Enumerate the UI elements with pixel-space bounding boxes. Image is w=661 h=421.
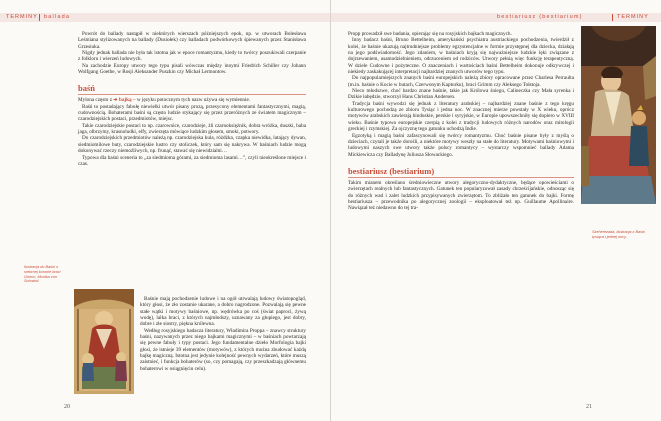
basn-lower-paragraph-2: Według rosyjskiego badacza literatury, Władimira Proppa – znawcy struktury baśni, nazywanych przez niego bajkami magicznymi – w baśniach powtarzają się pewne fabuły i typy postaci. Jego fundamentalne dzieło Morfologia bajki głosi, że istnieje 39 elementów (motywów), z których można zbudować każdą bajkę magiczną. Istotna jest jedynie kolejność pewnych wydarzeń, które muszą zaistnieć, i funkcja bohaterów (so, czy pomagają, czy przeszkadzają głównemu bohaterowi w osiągnięciu celu). xyxy=(140,327,306,372)
right-page-number: 21 xyxy=(586,404,592,410)
left-page xyxy=(0,0,330,421)
left-header-label-section: ballada xyxy=(44,14,71,20)
section-title-basn: baśń xyxy=(78,83,96,94)
section-rule-bestiariusz xyxy=(348,177,574,178)
right-paragraph-2: Inny badacz baśni, Bruno Bettelheim, amerykański psychiatra austriackiego pochodzenia, twierdził z kolei, że baśnie ukazują najtrudniejsze problemy egzystencjalne w formie przystępnej dla dziecka, działają na jego podświadomość. Jego zdaniem, w baśniach kryją się najważniejsze ludzkie lęki związane z dojrzewaniem, usamodzielnieniem, odrzuceniem od rodziców. Utwory pełnią więc funkcję terapeutyczną. W dziele Cudowne i pożyteczne. O znaczeniach i wartościach baśni Bettelheim dokonuje odkrywczej i niekiedy zaskakującej interpretacji najbardziej znanych utworów tego typu. xyxy=(348,37,574,76)
left-header-label-terminy: TERMINY xyxy=(6,14,38,20)
right-page xyxy=(331,0,661,421)
intro-paragraph-2: Nigdy jednak ballada nie była tak istotna jak w epoce romantyzmu, kiedy to twórcy poszukiwali czerpanie z folkloru i wierzeń ludowych. xyxy=(78,50,306,63)
right-paragraph-5: Tradycja baśni wywodzi się jednak z literatury arabskiej – najbardziej znane baśnie z tego kręgu kulturowego pochodzą ze zbioru Tysiąc i jedna noc. W znacznej mierze powstały w X wieku, oprócz motywów arabskich zawierają hinduskie, perskie i syryjskie, w Europie upowszechniły się dopiero w XVIII wieku. Baśnie typowo europejskie czerpią z kolei z tradycji ludowych różnych narodów oraz mitologii greckiej i rzymskiej. Za ojczyznę tego gatunku uchodzą Indie. xyxy=(348,100,574,133)
bajka-cross-reference-link[interactable]: bajką xyxy=(118,97,132,104)
basn-paragraph-1: Baśń to postadający fabułę niewielki utwór pisany prozą, przesycony elementami fantastycznymi, magią, cudownością. Bohaterami baśni są często ludzie stykający się przez przeróżnych ze światem magicznym – czarodziejskich postaci, przedmiotów, miejsc. xyxy=(78,103,306,123)
basn-paragraph-3: Do czarodziejskich przedmiotów należą np. czarodziejska kula, różdżka, czapka niewidka, latający dywan, siedmiomilowe buty, czarodziejskie lustro czy stoliczek, który sam się nakrywa. W baśniach ludzie mogą dokonywać rzeczy niemożliwych, np. frunąć, stawać się niewidzialni… xyxy=(78,135,306,155)
right-paragraph-3: Do najpopularniejszych znanych baśni europejskich należą zbiory opracowane przez Charlesa Perraulta (m.in. baśnie o Kocie w butach, Czerwonym Kapturku), braci Grimm czy Aleksego Tołstoja. xyxy=(348,75,574,88)
right-running-header xyxy=(331,13,661,22)
section-title-bestiariusz: bestiariusz (bestiarium) xyxy=(348,165,435,176)
right-header-label-terminy: TERMINY xyxy=(617,14,649,20)
basn-paragraph-4: Typowa dla baśni sceneria to „za siedmioma górami, za siedmioma lasami…”, czyli nieokreślone miejsce i czas. xyxy=(78,154,306,167)
right-paragraph-6: Egzotyką i magią baśni zafascynowali się twórcy romantyzmu. Choć baśnie pisane były z myślą o dzieciach, czytali je także dorośli, a niektóre motywy weszły na stałe do literatury. Motywami baśniowymi i ludowymi naszych swe utwory także polscy romantycy – wystarczy wspomnieć ballady Adama Mickiewicza czy Balladynę Juliusza Słowackiego. xyxy=(348,132,574,158)
right-illustration-caption: Szeherezada, ilustracja z Baśni tysiąca i jednej nocy. xyxy=(592,230,645,239)
left-illustration-caption: Ilustracja do Baśni o srebrnej koronie braci Grimm, Monika von Schwind. xyxy=(24,265,61,284)
right-paragraph-4: Nieco młodszwe, choć bardzo znane baśnie, takie jak Królowa śniegu, Calineczka czy Mała syrenka i Dzikie łabędzie, stworzył Hans Christian Andersen. xyxy=(348,88,574,101)
intro-paragraph-3: Na zachodzie Europy utwory tego typu pisali wówczas między innymi Friedrich Schiller czy Johann Wolfgang Goethe, w Rosji Aleksander Puszkin czy Michał Lermontow. xyxy=(78,62,306,76)
basn-first-rest: – w języku potocznym tych nazw używa się wymiennie. xyxy=(132,97,251,104)
right-text-column xyxy=(348,31,574,212)
arrow-right-icon: ➔ xyxy=(113,97,119,104)
szeherezada-painting xyxy=(581,26,656,204)
bestiariusz-paragraph: Takim mianem określano średniowieczne utwory alegoryczno-dydaktyczne, będące opowieściami o zwierzętach realnych lub fantastycznych. Gatunek ten popularyzował zasady chrześcijańskie, odnosząc się do różnych wad i zalet ludzkich przypisywanych zwierzętom. To zbliżało ten gatunek do bajki. Formę bestiariusza – przewodnika po alegorycznej zoologii – eksploatował też np. Guillaume Apollinaire. Nawiązał też niedawno do tej tra- xyxy=(348,179,574,212)
basn-first-text: Mylona często z xyxy=(78,97,112,104)
left-running-header xyxy=(0,13,330,22)
right-header-label-section: bestiariusz (bestiarium) xyxy=(497,14,583,20)
right-paragraph-1: Propp prowadził swe badania, opierając się na rosyjskich bajkach magicznych. xyxy=(348,31,512,37)
basn-lower-paragraph-1: Baśnie mają pochodzenie ludowe i na ogół utrwalają ludowy światopogląd, który głosi, że zło zostanie ukarane, a dobro nagrodzone. Pozwalają się pewne stałe wątki i motywy baśniowe, np. wędrówka po coś (świat paproci, żywą wodę), lalka braci, z których najmłodszy, uznawany za głupiego, jest dobry, dobre i złe siostry, piękna królewna. xyxy=(140,296,306,328)
left-header-separator xyxy=(39,14,40,21)
basn-paragraph-2: Takie czarodziejskie postaci to np. czarownice, czarodzieje, źli czarnoksiężnik, dobra wróżka, duszki, baba jaga, olbrzymy, krasnoludki, elfy, zwierzęta mówiące ludzkim głosem, smoki, potwory. xyxy=(78,122,306,136)
right-header-separator xyxy=(612,14,613,21)
section-rule xyxy=(78,94,306,95)
left-text-column-top xyxy=(78,31,306,167)
grimm-illustration-painting xyxy=(74,289,134,394)
left-text-column-bottom xyxy=(140,296,306,372)
intro-paragraph-1: Powrót do ballady nastąpił w niektórych wierszach późniejszych epok, np. w utworach Bolesława Leśmiana stylizowanych na ballady (Dusiołek) czy balladach podwórkowych śpiewanych przez Stanisława Grzesiuka. xyxy=(78,31,306,50)
left-page-number: 20 xyxy=(64,404,70,410)
